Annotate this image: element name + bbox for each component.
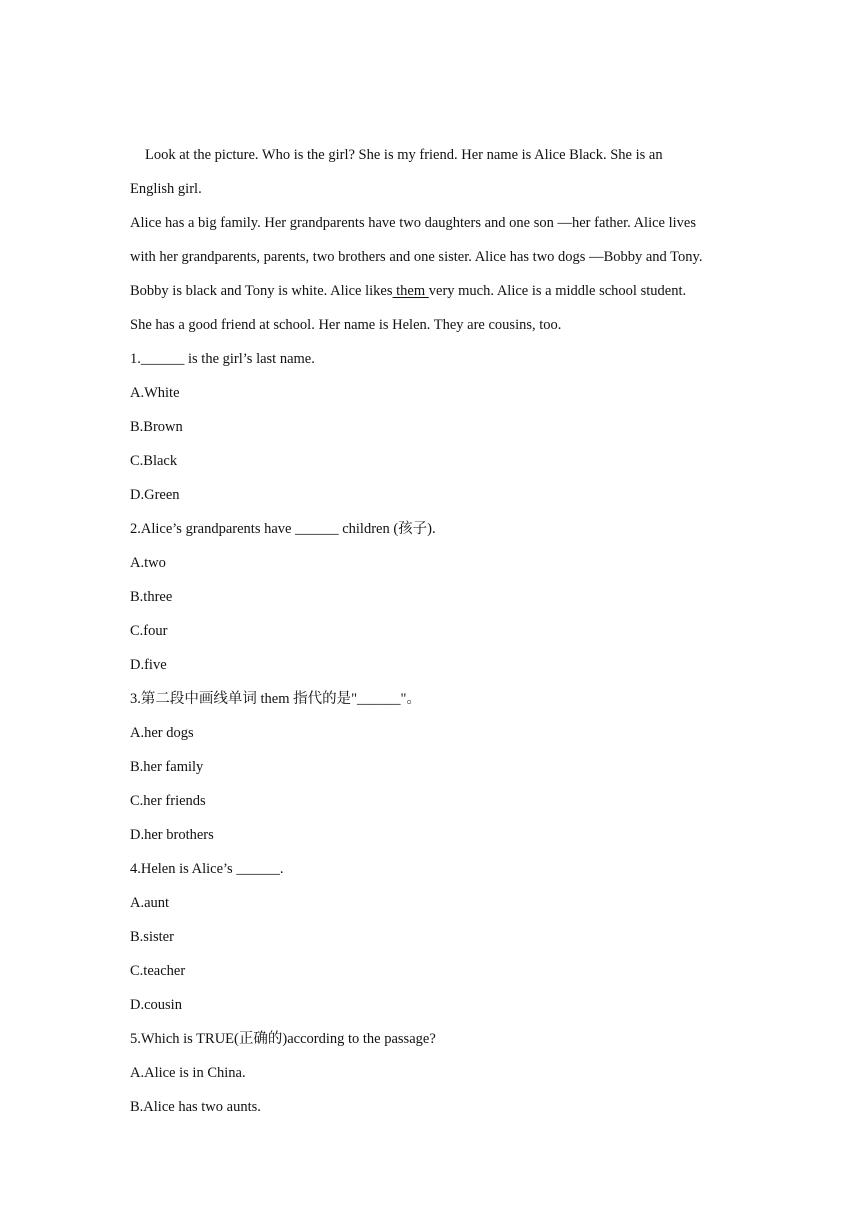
document-page (130, 138, 750, 1124)
passage-line: She has a good friend at school. Her name is Helen. They are cousins, too. (130, 317, 562, 333)
option-b: B.sister (130, 929, 174, 945)
option-d: D.Green (130, 487, 180, 503)
option-a: A.aunt (130, 895, 170, 911)
option-c: C.four (130, 623, 168, 639)
passage-line: Look at the picture. Who is the girl? She is my friend. Her name is Alice Black. She is an (145, 147, 663, 163)
option-b: B.three (130, 589, 173, 605)
passage-text: very much. Alice is a middle school student. (428, 283, 687, 299)
question-1 (130, 342, 750, 512)
question-5 (130, 1022, 750, 1124)
passage-line (130, 274, 750, 308)
option-a: A.her dogs (130, 725, 194, 741)
question-stem: 4.Helen is Alice’s ______. (130, 861, 284, 877)
reading-passage (130, 138, 750, 342)
passage-text: Bobby is black and Tony is white. Alice likes (130, 283, 393, 299)
option-d: D.her brothers (130, 827, 214, 843)
option-a: A.two (130, 555, 166, 571)
option-d: D.cousin (130, 997, 182, 1013)
question-stem: 5.Which is TRUE(正确的)according to the passage? (130, 1031, 436, 1047)
question-stem: 1.______ is the girl’s last name. (130, 351, 315, 367)
question-4 (130, 852, 750, 1022)
option-c: C.Black (130, 453, 178, 469)
question-stem: 2.Alice’s grandparents have ______ children (孩子). (130, 521, 436, 537)
option-b: B.Alice has two aunts. (130, 1099, 261, 1115)
passage-line: English girl. (130, 181, 202, 197)
option-b: B.Brown (130, 419, 183, 435)
question-stem: 3.第二段中画线单词 them 指代的是"______"。 (130, 691, 421, 707)
option-b: B.her family (130, 759, 204, 775)
option-c: C.her friends (130, 793, 206, 809)
question-2 (130, 512, 750, 682)
option-c: C.teacher (130, 963, 186, 979)
option-d: D.five (130, 657, 167, 673)
passage-line: with her grandparents, parents, two brothers and one sister. Alice has two dogs —Bobby and Tony. (130, 249, 703, 265)
option-a: A.Alice is in China. (130, 1065, 246, 1081)
underlined-word-them: them (392, 283, 429, 299)
passage-line: Alice has a big family. Her grandparents have two daughters and one son —her father. Alice lives (130, 215, 696, 231)
option-a: A.White (130, 385, 180, 401)
question-3 (130, 682, 750, 852)
